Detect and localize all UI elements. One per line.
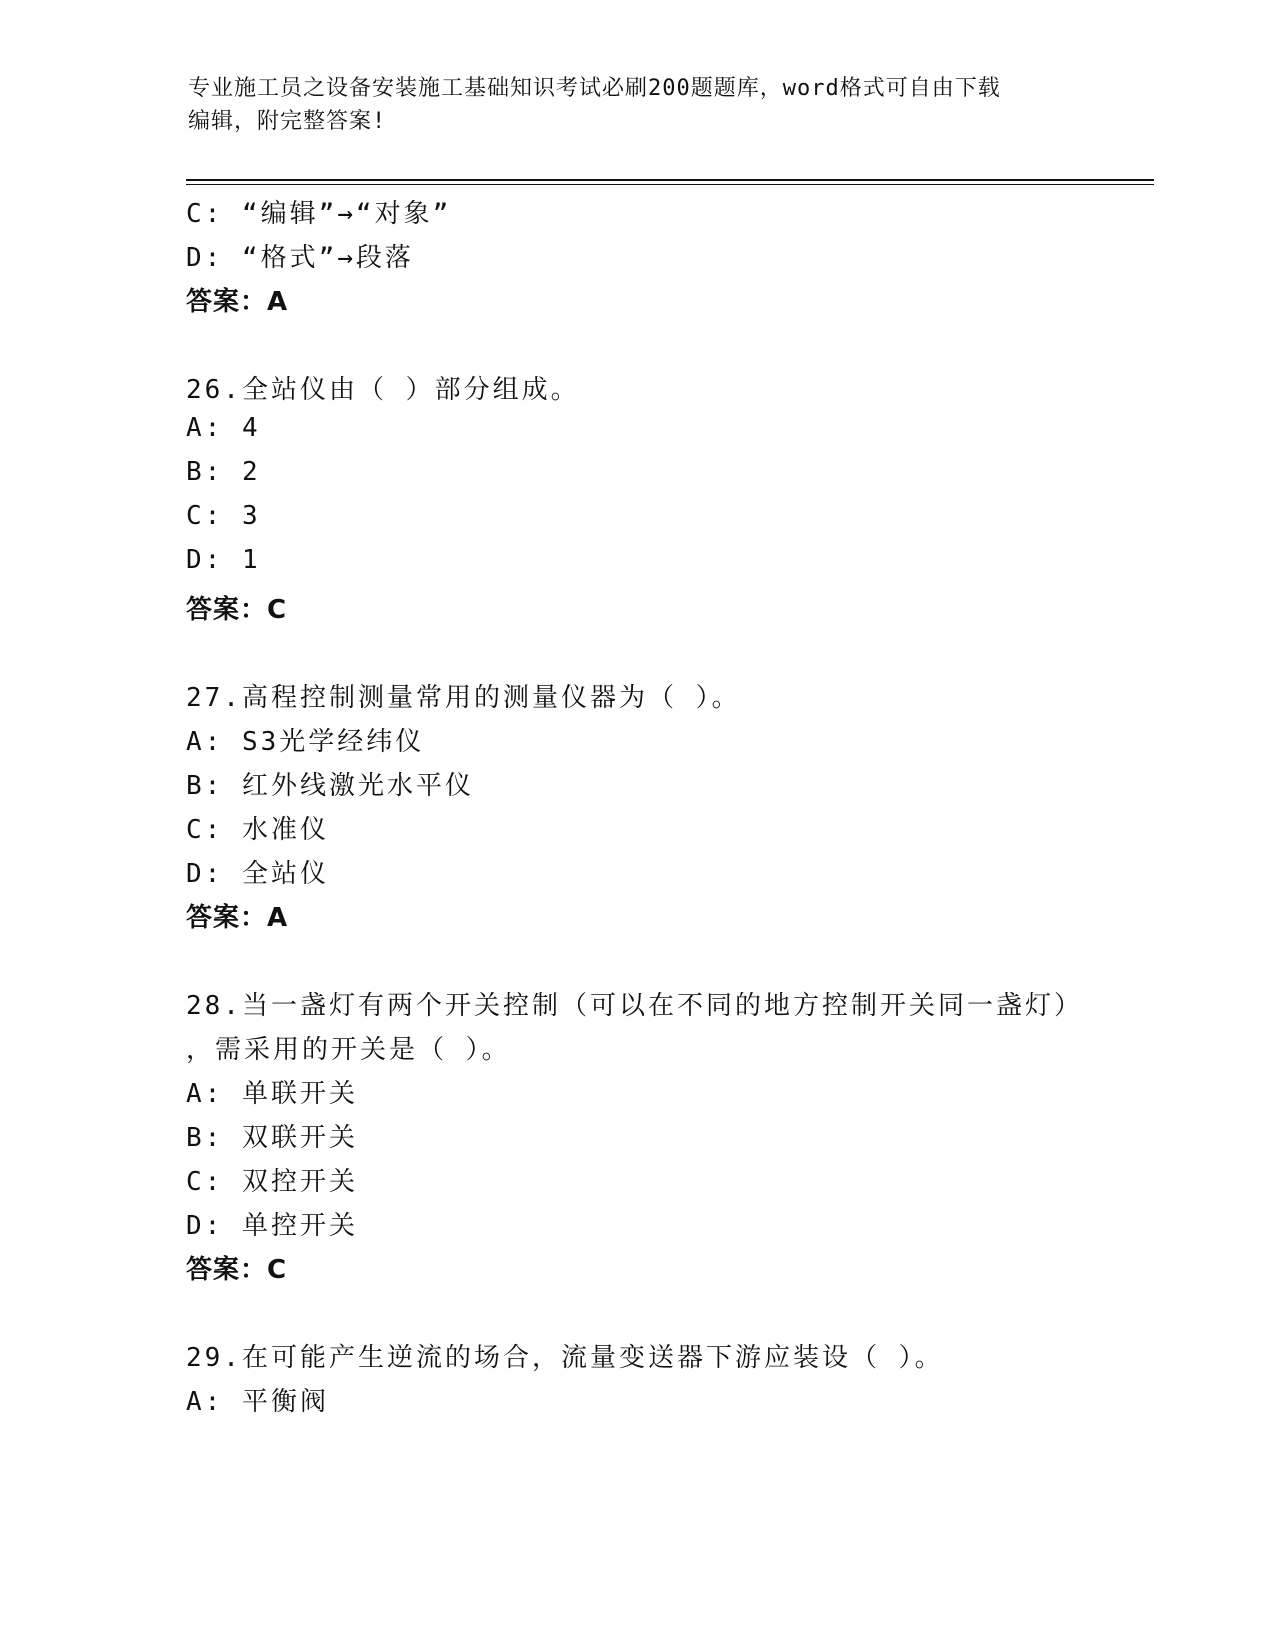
document-header	[188, 72, 1088, 138]
q27-option-d: D: 全站仪	[186, 859, 329, 889]
header-rule-thin	[186, 184, 1154, 185]
q29-option-a: A: 平衡阀	[186, 1387, 329, 1417]
q28-option-b: B: 双联开关	[186, 1123, 358, 1153]
header-title-line1: 专业施工员之设备安装施工基础知识考试必刷200题题库，word格式可自由下载	[188, 76, 1001, 101]
prev-option-c: C: “编辑”→“对象”	[186, 199, 452, 229]
q28-option-a: A: 单联开关	[186, 1079, 358, 1109]
q28-answer: 答案：C	[186, 1255, 288, 1285]
q26-option-c: C: 3	[186, 501, 261, 531]
q26-stem: 26.全站仪由（ ）部分组成。	[186, 375, 580, 405]
q28-option-d: D: 单控开关	[186, 1211, 358, 1241]
q26-option-b: B: 2	[186, 457, 261, 487]
q26-answer: 答案：C	[186, 595, 288, 625]
q27-option-b: B: 红外线激光水平仪	[186, 771, 474, 801]
header-title-line2: 编辑，附完整答案!	[188, 109, 387, 134]
q27-answer: 答案：A	[186, 903, 289, 933]
prev-answer: 答案：A	[186, 287, 289, 317]
q28-stem-line1: 28.当一盏灯有两个开关控制（可以在不同的地方控制开关同一盏灯）	[186, 991, 1083, 1021]
q26-option-a: A: 4	[186, 413, 261, 443]
q29-stem: 29.在可能产生逆流的场合，流量变送器下游应装设（ ）。	[186, 1343, 944, 1373]
header-rule-thick	[186, 179, 1154, 181]
q28-option-c: C: 双控开关	[186, 1167, 358, 1197]
q26-option-d: D: 1	[186, 545, 261, 575]
q27-stem: 27.高程控制测量常用的测量仪器为（ ）。	[186, 683, 741, 713]
q27-option-a: A: S3光学经纬仪	[186, 727, 425, 757]
q27-option-c: C: 水准仪	[186, 815, 329, 845]
q28-stem-line2: ，需采用的开关是（ ）。	[186, 1035, 511, 1065]
prev-option-d: D: “格式”→段落	[186, 243, 414, 273]
